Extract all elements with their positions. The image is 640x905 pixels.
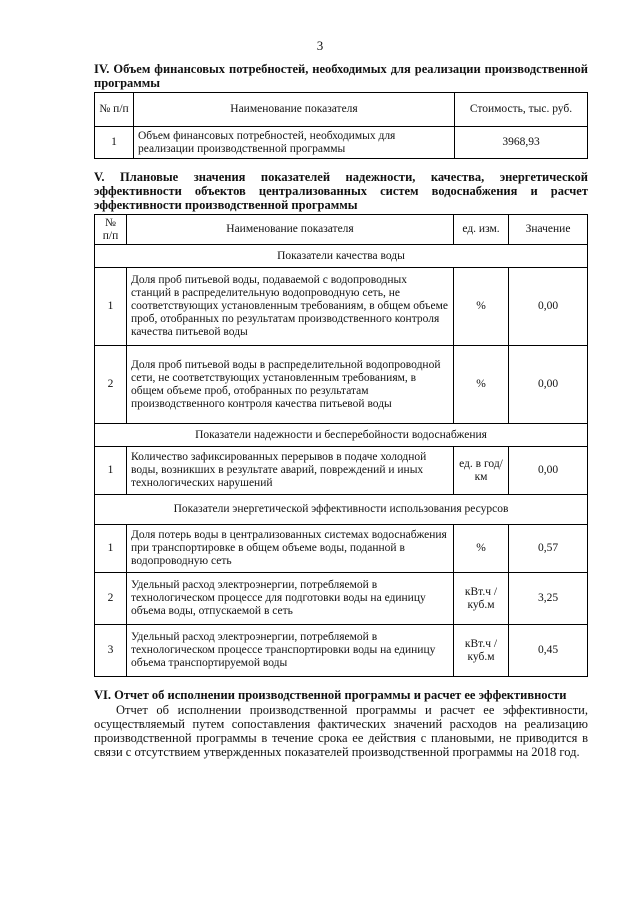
row-name: Доля проб питьевой воды, подаваемой с водопроводных станций в распределительную водопроводную сеть, не соответствующих установленным требованиям, в общем объеме проб, отобранных по результатам производственного контроля качества питьевой воды [127,268,454,346]
page-number: 3 [316,38,324,53]
header-value: Значение [509,215,588,245]
section-6-title: VI. Отчет об исполнении производственной программы и расчет ее эффективности [94,688,567,702]
group-row-quality [95,245,588,268]
row-num: 3 [95,625,127,677]
table-row [95,525,588,573]
header-unit: ед. изм. [454,215,509,245]
table-header-row [95,215,588,245]
row-unit: кВт.ч / куб.м [454,625,509,677]
financial-needs-table [94,92,588,159]
row-num: 2 [95,573,127,625]
table-header-row [95,93,588,127]
indicators-table [94,214,588,677]
header-cost: Стоимость, тыс. руб. [455,93,588,127]
table-row [95,625,588,677]
section-5-title: V. Плановые значения показателей надежности, качества, энергетической эффективности объектов централизованных систем водоснабжения и расчет эффективности производственной программы [94,170,588,212]
row-num: 1 [95,127,134,159]
row-unit: % [454,346,509,424]
header-name: Наименование показателя [134,93,455,127]
group-title: Показатели надежности и бесперебойности водоснабжения [95,424,588,447]
row-value: 0,00 [509,447,588,495]
row-name: Доля проб питьевой воды в распределительной водопроводной сети, не соответствующих установленным требованиям, в общем объеме проб, отобранных по результатам производственного контроля качества питьевой воды [127,346,454,424]
row-value: 3968,93 [455,127,588,159]
row-name: Доля потерь воды в централизованных системах водоснабжения при транспортировке в общем объеме воды, поданной в водопроводную сеть [127,525,454,573]
table-row [95,346,588,424]
header-num: № п/п [95,215,127,245]
row-num: 2 [95,346,127,424]
row-unit: ед. в год/ км [454,447,509,495]
row-name: Объем финансовых потребностей, необходимых для реализации производственной программы [134,127,455,159]
header-num: № п/п [95,93,134,127]
group-title: Показатели качества воды [95,245,588,268]
row-name: Удельный расход электроэнергии, потребляемой в технологическом процессе транспортировки воды на единицу объема транспортируемой воды [127,625,454,677]
table-row [95,127,588,159]
row-value: 3,25 [509,573,588,625]
row-unit: кВт.ч / куб.м [454,573,509,625]
row-value: 0,00 [509,346,588,424]
row-num: 1 [95,525,127,573]
row-name: Количество зафиксированных перерывов в подаче холодной воды, возникших в результате аварий, повреждений и иных технологических нарушений [127,447,454,495]
row-num: 1 [95,268,127,346]
row-value: 0,57 [509,525,588,573]
row-num: 1 [95,447,127,495]
row-unit: % [454,525,509,573]
row-value: 0,45 [509,625,588,677]
table-row [95,447,588,495]
header-name: Наименование показателя [127,215,454,245]
table-row [95,573,588,625]
section-4-title: IV. Объем финансовых потребностей, необходимых для реализации производственной программы [94,62,588,90]
group-row-reliability [95,424,588,447]
section-6-text: Отчет об исполнении производственной программы и расчет ее эффективности, осуществляемый путем сопоставления фактических значений расходов на реализацию производственной программы в течение срока ее действия с плановыми, не приводится в связи с отсутствием утвержденных показателей производственной программы на 2018 год. [94,703,588,759]
group-row-energy [95,495,588,525]
group-title: Показатели энергетической эффективности использования ресурсов [95,495,588,525]
table-row [95,268,588,346]
row-value: 0,00 [509,268,588,346]
row-name: Удельный расход электроэнергии, потребляемой в технологическом процессе для подготовки воды на единицу объема воды, отпускаемой в сеть [127,573,454,625]
row-unit: % [454,268,509,346]
